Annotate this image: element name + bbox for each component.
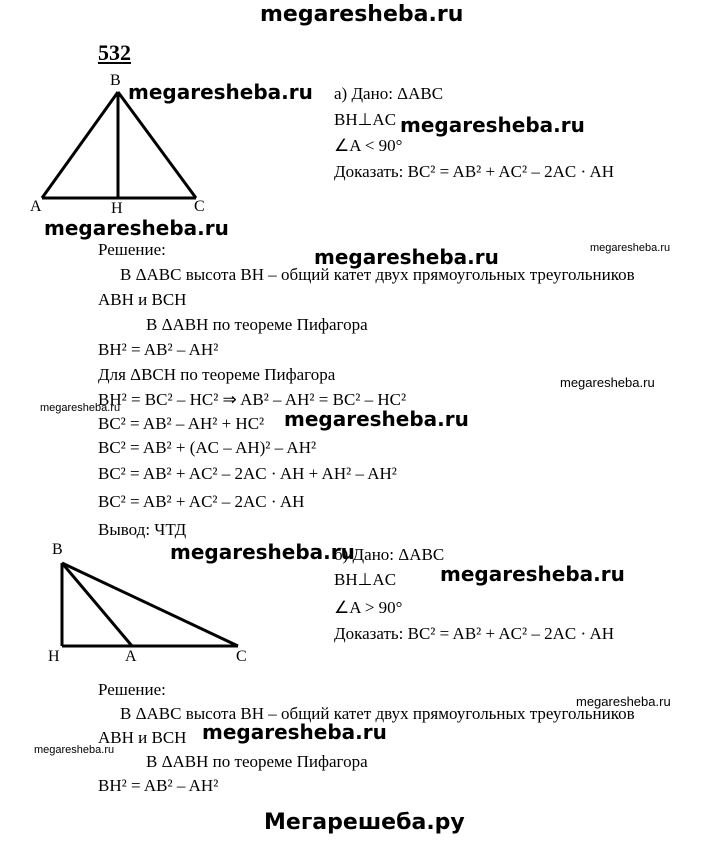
vertex-label-h-a: H <box>111 200 123 217</box>
vertex-label-b-a: B <box>110 72 121 89</box>
solution-line: В ΔABC высота BH – общий катет двух прямоугольных треугольников <box>120 704 635 723</box>
watermark-bold: megaresheba.ru <box>44 216 229 240</box>
vertex-label-b-b: B <box>52 541 63 558</box>
side-ba-b <box>62 563 132 646</box>
watermark-small: megaresheba.ru <box>560 375 655 390</box>
solution-line: BH² = AB² – AH² <box>98 340 219 359</box>
watermark-bold: megaresheba.ru <box>440 562 625 586</box>
problem-number: 532 <box>98 40 131 65</box>
watermark-bold: megaresheba.ru <box>170 540 355 564</box>
watermark-bold: megaresheba.ru <box>128 80 313 104</box>
vertex-label-a-a: A <box>30 198 42 215</box>
footer-watermark: Мегарешеба.ру <box>264 810 465 835</box>
given-line: а) Дано: ΔABC <box>334 84 444 103</box>
solution-line: В ΔABH по теореме Пифагора <box>146 752 368 771</box>
side-bc-b <box>62 563 238 646</box>
side-ab-a <box>42 92 118 198</box>
given-line: Доказать: BC² = AB² + AC² – 2AC · AH <box>334 624 615 643</box>
watermark-small: megaresheba.ru <box>590 242 671 254</box>
vertex-label-h-b: H <box>48 648 60 665</box>
vertex-label-c-a: C <box>194 198 205 215</box>
solution-line: BH² = AB² – AH² <box>98 776 219 795</box>
watermark-bold: megaresheba.ru <box>314 245 499 269</box>
vertex-label-a-b: A <box>125 648 137 665</box>
solution-line: Решение: <box>98 240 166 259</box>
solution-line: BC² = AB² – AH² + HC² <box>98 414 265 433</box>
watermark-bold: megaresheba.ru <box>284 407 469 431</box>
solution-line: BH² = BC² – HC² ⇒ AB² – AH² = BC² – HC² <box>98 390 407 409</box>
watermark-small: megaresheba.ru <box>40 402 121 414</box>
given-line: б) Дано: ΔABC <box>334 545 445 564</box>
given-line: ∠A < 90° <box>334 136 403 155</box>
solution-line: BC² = AB² + (AC – AH)² – AH² <box>98 438 317 457</box>
given-line: BH⊥AC <box>334 110 397 129</box>
solution-line: ABH и BCH <box>98 728 187 747</box>
watermark-bold: megaresheba.ru <box>400 113 585 137</box>
watermark-small: megaresheba.ru <box>576 694 671 709</box>
given-line: BH⊥AC <box>334 570 397 589</box>
watermark-bold: megaresheba.ru <box>202 720 387 744</box>
solution-line: В ΔABH по теореме Пифагора <box>146 315 368 334</box>
solution-line: ABH и BCH <box>98 290 187 309</box>
side-bc-a <box>118 92 196 198</box>
solution-line: BC² = AB² + AC² – 2AC · AH + AH² – AH² <box>98 464 397 483</box>
solution-line: Для ΔBCH по теореме Пифагора <box>98 365 336 384</box>
watermark-small: megaresheba.ru <box>34 744 115 756</box>
solution-line: BC² = AB² + AC² – 2AC · AH <box>98 492 305 511</box>
solution-line: В ΔABC высота BH – общий катет двух прямоугольных треугольников <box>120 265 635 284</box>
header-watermark: megaresheba.ru <box>260 2 464 27</box>
vertex-label-c-b: C <box>236 648 247 665</box>
given-line: ∠A > 90° <box>334 598 403 617</box>
given-line: Доказать: BC² = AB² + AC² – 2AC · AH <box>334 162 615 181</box>
solution-line: Вывод: ЧТД <box>98 520 187 539</box>
solution-line: Решение: <box>98 680 166 699</box>
